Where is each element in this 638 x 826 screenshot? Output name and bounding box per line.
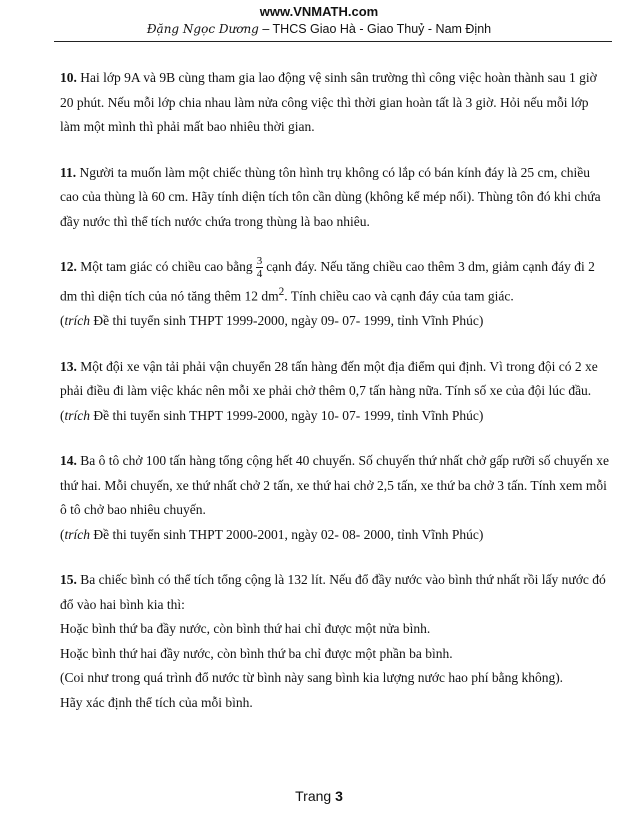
condition-line-1: Hoặc bình thứ ba đầy nước, còn bình thứ hai chỉ được một nửa bình.: [60, 621, 431, 637]
citation-text: Đề thi tuyển sinh THPT 2000-2001, ngày 02- 08- 2000, tỉnh Vĩnh Phúc): [90, 526, 484, 542]
citation-text: Đề thi tuyển sinh THPT 1999-2000, ngày 09- 07- 1999, tỉnh Vĩnh Phúc): [90, 313, 484, 329]
citation-trich: trích: [64, 526, 90, 542]
site-url[interactable]: www.VNMATH.com: [259, 4, 379, 19]
school-info: – THCS Giao Hà - Giao Thuỷ - Nam Định: [258, 22, 492, 36]
problem-text: Ba ô tô chở 100 tấn hàng tổng cộng hết 40 chuyến. Số chuyến thứ nhất chở gấp rưỡi số chuyến xe thứ hai. Mỗi chuyến, xe thứ nhất chở 2 tấn, xe thứ hai chở 2,5 tấn, xe thứ ba chở 3 tấn. Tính xem mỗi ô tô chở bao nhiêu chuyến.: [60, 453, 609, 518]
problem-10: [60, 66, 610, 140]
problem-number: 14.: [60, 453, 77, 469]
problem-13: [60, 355, 610, 429]
source-citation: [60, 523, 610, 548]
problem-list: [60, 66, 610, 736]
problem-number: 12.: [60, 259, 77, 274]
problem-number: 10.: [60, 70, 77, 85]
source-citation: [60, 404, 610, 429]
problem-text: Ba chiếc bình có thể tích tổng cộng là 132 lít. Nếu đổ đầy nước vào bình thứ nhất rồi lấy nước đó đổ vào hai bình kia thì:: [60, 572, 606, 612]
problem-number: 15.: [60, 572, 77, 588]
citation-paren: (: [60, 313, 65, 329]
exponent: 2: [278, 286, 285, 299]
fraction-denominator: 4: [256, 268, 263, 281]
condition-line-2: Hoặc bình thứ hai đầy nước, còn bình thứ ba chỉ được một phần ba bình.: [60, 645, 453, 661]
citation-paren: (: [60, 407, 65, 423]
note-line: (Coi như trong quá trình đổ nước từ bình này sang bình kia lượng nước hao phí bằng không).: [60, 670, 564, 686]
author-name: Đặng Ngọc Dương: [146, 22, 259, 36]
problem-12: [60, 255, 610, 334]
problem-text: Một đội xe vận tải phải vận chuyển 28 tấn hàng đến một địa điểm qui định. Vì trong đội có 2 xe phải điều đi làm việc khác nên mỗi xe phải chở thêm 0,7 tấn hàng nữa. Tính số xe của đội lúc đầu.: [60, 358, 598, 399]
citation-paren: (: [60, 526, 65, 542]
page-number: 3: [335, 788, 343, 804]
problem-text: Người ta muốn làm một chiếc thùng tôn hình trụ không có lắp có bán kính đáy là 25 cm, chiều cao của thùng là 60 cm. Hãy tính diện tích tôn cần dùng (không kể mép nối). Thùng tôn đó khi chứa đầy nước thì thể tích nước chứa trong thùng là bao nhiêu.: [60, 164, 601, 229]
source-citation: [60, 309, 610, 334]
page-footer: [0, 788, 638, 804]
citation-text: Đề thi tuyển sinh THPT 1999-2000, ngày 10- 07- 1999, tỉnh Vĩnh Phúc): [90, 407, 484, 423]
author-line: [0, 22, 638, 36]
page-label: Trang: [295, 788, 336, 804]
problem-11: [60, 161, 610, 235]
problem-text-part-a: Một tam giác có chiều cao bằng: [80, 259, 253, 274]
fraction: [256, 255, 264, 280]
citation-trich: trích: [64, 313, 90, 329]
problem-text: Hai lớp 9A và 9B cùng tham gia lao động vệ sinh sân trường thì công việc hoàn thành sau 1 giờ 20 phút. Nếu mỗi lớp chia nhau làm nửa công việc thì thời gian hoàn tất là 3 giờ. Hỏi nếu mỗi lớp làm một mình thì phải mất bao nhiêu thời gian.: [60, 70, 597, 134]
fraction-numerator: 3: [256, 255, 263, 268]
problem-text-part-b: cạnh đáy. Nếu tăng chiều cao thêm 3 dm, giảm cạnh đáy đi 2 dm thì diện tích của nó tăng thêm 12 dm: [60, 259, 595, 304]
problem-text-part-c: . Tính chiều cao và cạnh đáy của tam giác.: [284, 288, 514, 304]
problem-15: [60, 568, 610, 715]
header-divider: [54, 41, 612, 42]
problem-14: [60, 449, 610, 547]
problem-number: 13.: [60, 358, 77, 374]
question-line: Hãy xác định thể tích của mỗi bình.: [60, 694, 253, 710]
citation-trich: trích: [64, 407, 90, 423]
problem-number: 11.: [60, 164, 77, 180]
